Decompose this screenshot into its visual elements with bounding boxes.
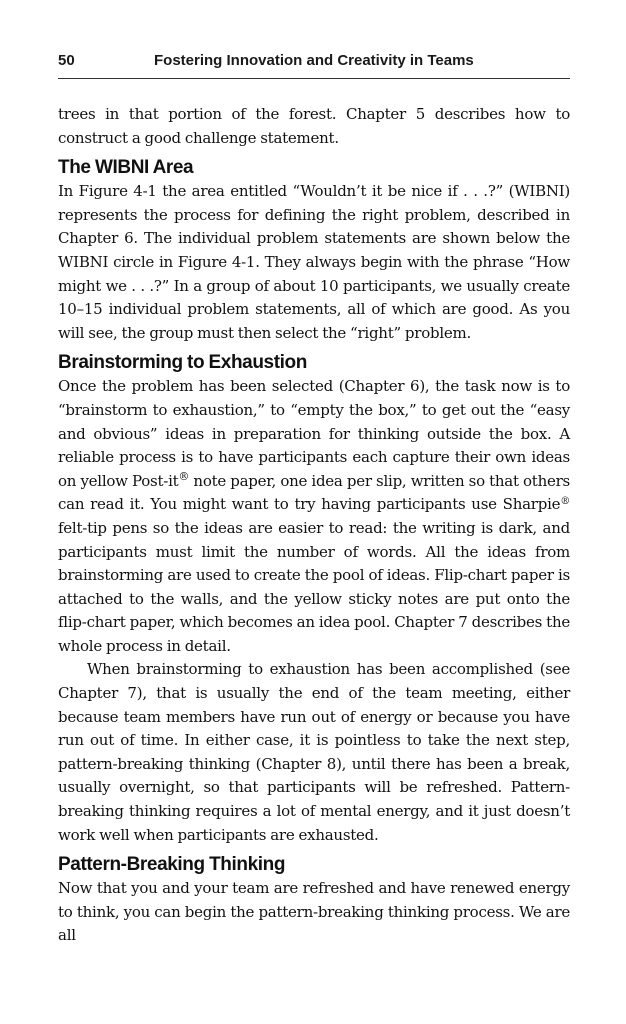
brainstorming-paragraph-2: When brainstorming to exhaustion has been accomplished (see Chapter 7), that is usually the end of the team meeting, either because team members have run out of energy or because you have run out of time. In either case, it is pointless to take the next step, pattern-breaking thinking (Chapter 8), until there has been a break, usually overnight, so that participants will be refreshed. Pattern-breaking thinking requires a lot of mental energy, and it just doesn’t work well when participants are exhausted. bbox=[58, 660, 570, 844]
body-text bbox=[58, 103, 570, 948]
brainstorming-paragraph-1 bbox=[58, 375, 570, 658]
brainstorming-text-2: note paper, one idea per slip, written so that others can read it. You might want to try having participants use Sharpie bbox=[58, 471, 570, 514]
registered-mark: ® bbox=[178, 469, 190, 483]
registered-mark: ® bbox=[560, 496, 570, 508]
running-head bbox=[58, 52, 570, 79]
section-heading-pattern-breaking: Pattern-Breaking Thinking bbox=[58, 854, 286, 876]
pattern-breaking-paragraph: Now that you and your team are refreshed and have renewed energy to think, you can begin the pattern-breaking thinking process. We are all bbox=[58, 879, 570, 945]
brainstorming-text-1: Once the problem has been selected (Chapter 6), the task now is to “brainstorm to exhaustion,” to “empty the box,” to get out the “easy and obvious” ideas in preparation for thinking outside the box. A reliable process is to have participants each capture their own ideas on yellow Post-it bbox=[58, 377, 570, 490]
wibni-paragraph: In Figure 4-1 the area entitled “Wouldn’t it be nice if . . .?” (WIBNI) represents the process for defining the right problem, described in Chapter 6. The individual problem statements are shown below the WIBNI circle in Figure 4-1. They always begin with the phrase “How might we . . .?” In a group of about 10 participants, we usually create 10–15 individual problem statements, all of which are good. As you will see, the group must then select the “right” problem. bbox=[58, 182, 570, 342]
section-heading-brainstorming: Brainstorming to Exhaustion bbox=[58, 352, 307, 374]
intro-paragraph: trees in that portion of the forest. Chapter 5 describes how to construct a good challenge statement. bbox=[58, 105, 570, 147]
book-title: Fostering Innovation and Creativity in Teams bbox=[154, 52, 474, 69]
page-number: 50 bbox=[58, 52, 75, 69]
brainstorming-text-3: felt-tip pens so the ideas are easier to read: the writing is dark, and participants must limit the number of words. All the ideas from brainstorming are used to create the pool of ideas. Flip-chart paper is attached to the walls, and the yellow sticky notes are put onto the flip-chart paper, which becomes an idea pool. Chapter 7 describes the whole process in detail. bbox=[58, 518, 570, 655]
book-page bbox=[58, 52, 570, 948]
section-heading-wibni: The WIBNI Area bbox=[58, 157, 194, 179]
